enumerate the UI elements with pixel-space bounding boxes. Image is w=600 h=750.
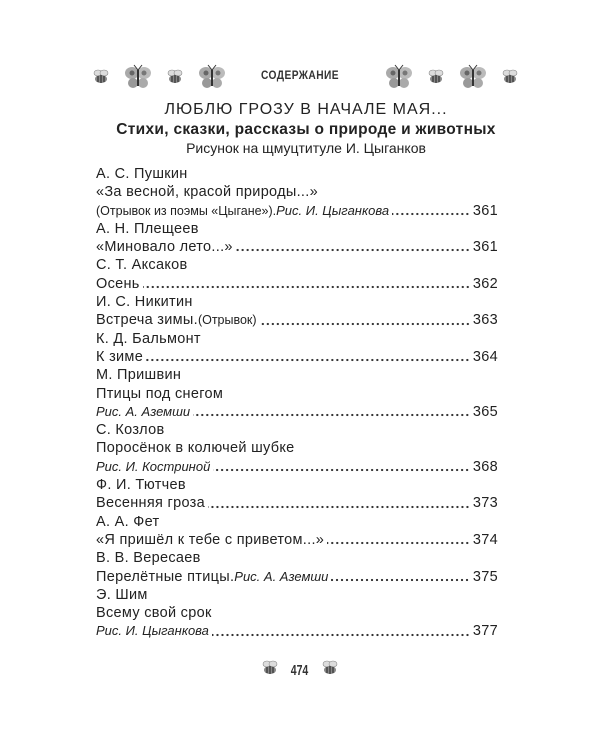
page-ref: 361 [472, 239, 498, 256]
section-header: СОДЕРЖАНИЕ [261, 68, 339, 82]
entry-text: Весенняя гроза [96, 495, 205, 512]
dot-leader [213, 468, 470, 472]
entry-illustrator: Рис. А. Аземши [234, 568, 329, 584]
toc-line [96, 514, 498, 532]
toc-line [96, 184, 498, 202]
entry-text: Перелётные птицы. [96, 568, 235, 585]
toc-line [96, 422, 498, 440]
entry-text: Э. Шим [96, 586, 148, 603]
toc-entry [96, 349, 498, 367]
toc-line [96, 367, 498, 385]
toc-entry [96, 459, 498, 477]
toc-line [96, 605, 498, 623]
entry-text: М. Пришвин [96, 367, 182, 384]
toc-entry [96, 276, 498, 294]
toc-line [96, 477, 498, 495]
bee-icon [501, 69, 519, 85]
toc-entry [96, 495, 498, 513]
entry-text: «За весной, красой природы...» [96, 184, 318, 201]
bee-icon [261, 660, 279, 681]
dot-leader [143, 285, 470, 289]
entry-text: Всему свой срок [96, 605, 212, 622]
toc-line [96, 257, 498, 275]
chapter-subtitle: Стихи, сказки, рассказы о природе и животных [116, 121, 496, 138]
page-ref: 377 [472, 623, 498, 640]
entry-text: С. Т. Аксаков [96, 257, 188, 274]
toc-line [96, 386, 498, 404]
toc-entry [96, 404, 498, 422]
page-ref: 362 [472, 275, 498, 292]
entry-illustrator: Рис. И. Костриной [96, 458, 211, 474]
page-ref: 374 [472, 531, 498, 548]
page-ref: 364 [472, 348, 498, 365]
page-footer [0, 660, 600, 681]
dot-leader [212, 633, 470, 637]
dot-leader [260, 322, 470, 326]
table-of-contents [96, 166, 498, 642]
toc-line [96, 221, 498, 239]
entry-text: А. С. Пушкин [96, 166, 188, 182]
toc-entry [96, 312, 498, 330]
toc-entry [96, 623, 498, 641]
entry-text: Поросёнок в колючей шубке [96, 440, 295, 457]
toc-line [96, 550, 498, 568]
decoration-right [385, 62, 519, 92]
dot-leader [208, 505, 470, 509]
butterfly-icon [459, 64, 487, 90]
toc-line [96, 294, 498, 312]
entry-text: А. Н. Плещеев [96, 220, 199, 237]
dot-leader [392, 212, 470, 216]
dot-leader [193, 413, 470, 417]
page-ref: 368 [472, 458, 498, 475]
illustration-credit: Рисунок на щмуцтитуле И. Цыганков [186, 140, 426, 156]
entry-text: Осень [96, 275, 140, 292]
entry-text: Ф. И. Тютчев [96, 477, 186, 494]
entry-illustrator: Рис. И. Цыганкова [276, 202, 390, 218]
entry-text: «Я пришёл к тебе с приветом...» [96, 531, 325, 548]
toc-line [96, 166, 498, 184]
entry-text: К зиме [96, 348, 144, 365]
entry-text: К. Д. Бальмонт [96, 330, 201, 347]
entry-text: «Миновало лето...» [96, 239, 233, 256]
dot-leader [236, 248, 470, 252]
bee-icon [261, 660, 279, 676]
entry-text: Встреча зимы. [96, 312, 198, 329]
toc-line [96, 587, 498, 605]
entry-text: А. А. Фет [96, 513, 160, 530]
page-ref: 361 [472, 202, 498, 219]
entry-illustrator: Рис. И. Цыганкова [96, 623, 209, 639]
chapter-title: ЛЮБЛЮ ГРОЗУ В НАЧАЛЕ МАЯ... [164, 101, 448, 118]
entry-note: (Отрывок из поэмы «Цыгане»). [96, 203, 277, 218]
entry-text: Птицы под снегом [96, 385, 224, 402]
page-ref: 363 [472, 312, 498, 329]
page-number: 474 [291, 662, 309, 679]
page-ref: 375 [472, 568, 498, 585]
dot-leader [327, 541, 470, 545]
entry-text: И. С. Никитин [96, 294, 193, 311]
entry-text: В. В. Вересаев [96, 550, 201, 567]
entry-text: С. Козлов [96, 422, 165, 439]
bee-icon [427, 69, 445, 85]
page-ref: 373 [472, 495, 498, 512]
bee-icon [321, 660, 339, 676]
toc-entry [96, 239, 498, 257]
bee-icon [321, 660, 339, 681]
dot-leader [146, 358, 470, 362]
dot-leader [331, 578, 470, 582]
toc-line [96, 440, 498, 458]
toc-entry [96, 532, 498, 550]
entry-illustrator: Рис. А. Аземши [96, 403, 191, 419]
butterfly-icon [385, 64, 413, 90]
toc-entry [96, 569, 498, 587]
entry-note: (Отрывок) [197, 313, 257, 328]
toc-entry [96, 203, 498, 221]
page-ref: 365 [472, 403, 498, 420]
toc-line [96, 331, 498, 349]
